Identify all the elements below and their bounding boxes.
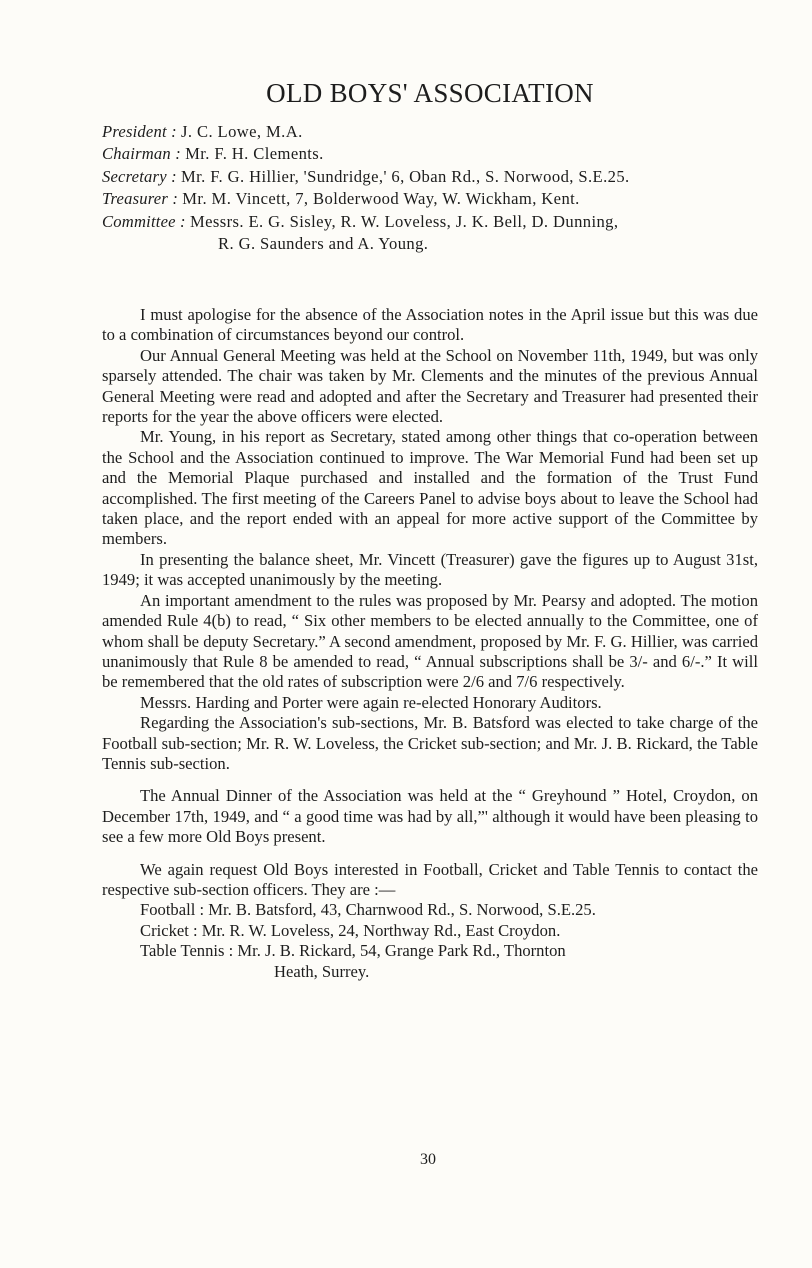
officer-value: Mr. F. H. Clements.: [185, 144, 324, 164]
contact-table-tennis: Table Tennis : Mr. J. B. Rickard, 54, Grange Park Rd., Thornton: [140, 941, 566, 961]
paragraph-auditors: Messrs. Harding and Porter were again re-elected Honorary Auditors.: [140, 692, 602, 712]
officer-role: Committee :: [102, 211, 186, 231]
page-number: 30: [420, 1151, 436, 1168]
paragraph-agm: Our Annual General Meeting was held at the School on November 11th, 1949, but was only sparsely attended. The chair was taken by Mr. Clements and the minutes of the previous Annual General Meeting were read and adopted and after the Secretary and Treasurer had presented their reports for the year the above officers were elected.: [102, 345, 758, 427]
paragraph-secretary-report: Mr. Young, in his report as Secretary, stated among other things that co-operation between the School and the Association continued to improve. The War Memorial Fund had been set up and the Memorial Plaque purchased and installed and the formation of the Trust Fund accomplished. The first meeting of the Careers Panel to advise boys about to leave the School had taken place, and the report ended with an appeal for more active support of the Committee by members.: [102, 427, 758, 549]
page-title: OLD BOYS' ASSOCIATION: [266, 78, 594, 108]
contact-football: Football : Mr. B. Batsford, 43, Charnwood Rd., S. Norwood, S.E.25.: [140, 900, 596, 920]
officer-secretary: [102, 166, 762, 188]
paragraph-amendments: An important amendment to the rules was proposed by Mr. Pearsy and adopted. The motion amended Rule 4(b) to read, “ Six other members to be elected annually to the Committee, one of whom shall be deputy Secretary.” A second amendment, proposed by Mr. F. G. Hillier, was carried unanimously that Rule 8 be amended to read, “ Annual subscriptions shall be 3/- and 6/-.” It will be remembered that the old rates of subscription were 2/6 and 7/6 respectively.: [102, 590, 758, 692]
officer-chairman: [102, 143, 762, 165]
officer-committee: [102, 211, 762, 233]
officer-value: Messrs. E. G. Sisley, R. W. Loveless, J. K. Bell, D. Dunning,: [189, 211, 619, 231]
officer-role: President :: [102, 122, 177, 141]
officer-role: Treasurer :: [102, 189, 179, 209]
paragraph-balance-sheet: In presenting the balance sheet, Mr. Vincett (Treasurer) gave the figures up to August 31st, 1949; it was accepted unanimously by the meeting.: [102, 549, 758, 590]
officer-value: J. C. Lowe, M.A.: [181, 122, 303, 141]
officer-role: Chairman :: [102, 144, 181, 164]
paragraph-request: We again request Old Boys interested in Football, Cricket and Table Tennis to contact the respective sub-section officers. They are :—: [102, 859, 758, 899]
contact-continuation: Heath, Surrey.: [274, 961, 370, 981]
committee-continuation: R. G. Saunders and A. Young.: [218, 234, 429, 254]
paragraph-apology: I must apologise for the absence of the Association notes in the April issue but this was due to a combination of circumstances beyond our control.: [102, 305, 758, 345]
officer-treasurer: [102, 188, 762, 210]
paragraph-gap: [102, 848, 758, 860]
officers-list: [102, 121, 762, 255]
officer-value: Mr. F. G. Hillier, 'Sundridge,' 6, Oban Rd., S. Norwood, S.E.25.: [181, 166, 630, 186]
association-notes: [102, 305, 758, 982]
contact-cricket: Cricket : Mr. R. W. Loveless, 24, Northway Rd., East Croydon.: [140, 920, 561, 940]
officer-president: [102, 121, 762, 143]
officer-role: Secretary :: [102, 166, 177, 186]
paragraph-gap: [102, 774, 758, 786]
paragraph-annual-dinner: The Annual Dinner of the Association was held at the “ Greyhound ” Hotel, Croydon, on December 17th, 1949, and “ a good time was had by all,”' although it would have been pleasing to see a few more Old Boys present.: [102, 786, 758, 847]
officer-value: Mr. M. Vincett, 7, Bolderwood Way, W. Wickham, Kent.: [182, 189, 580, 209]
paragraph-sub-sections: Regarding the Association's sub-sections, Mr. B. Batsford was elected to take charge of the Football sub-section; Mr. R. W. Loveless, the Cricket sub-section; and Mr. J. B. Rickard, the Table Tennis sub-section.: [102, 713, 758, 773]
